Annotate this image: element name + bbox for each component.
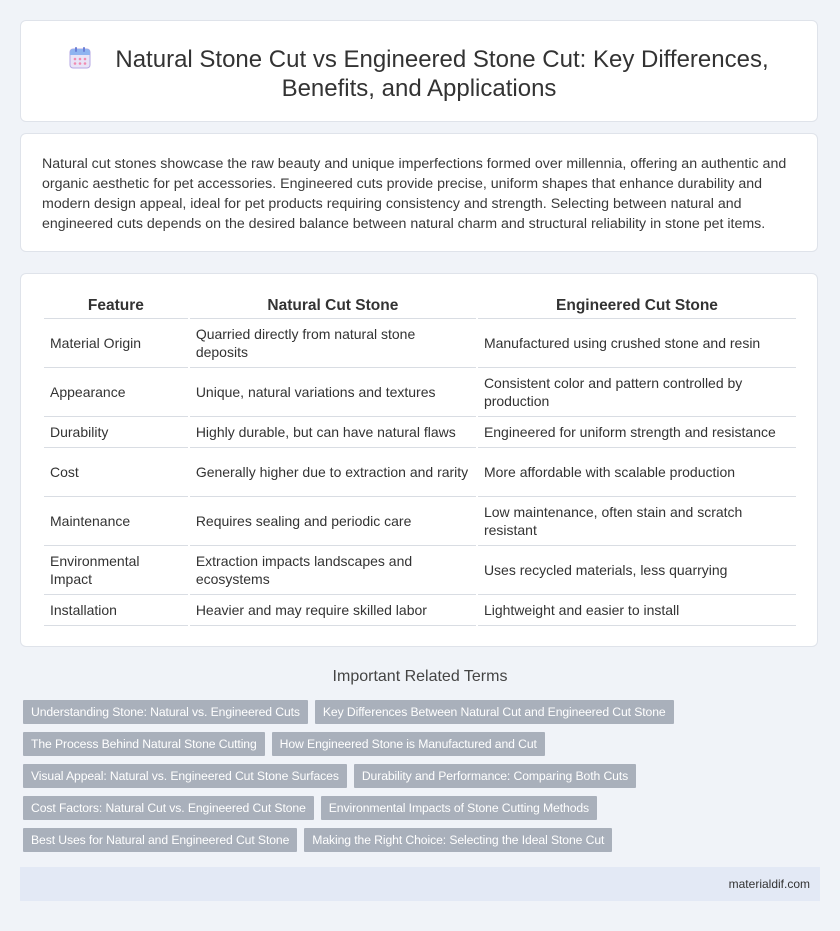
related-term-tag[interactable]: How Engineered Stone is Manufactured and Cut — [272, 732, 545, 756]
table-row — [44, 368, 796, 417]
engineered-cell: Low maintenance, often stain and scratch resistant — [478, 497, 796, 546]
feature-cell: Appearance — [44, 368, 188, 417]
title-line-1: Natural Stone Cut vs Engineered Stone Cut: Key Differences, — [115, 46, 769, 73]
calendar-icon — [69, 47, 91, 69]
header-engineered: Engineered Cut Stone — [478, 294, 796, 319]
engineered-cell: More affordable with scalable production — [478, 448, 796, 497]
natural-cell: Heavier and may require skilled labor — [190, 595, 476, 626]
title-card — [20, 20, 818, 122]
engineered-cell: Consistent color and pattern controlled by production — [478, 368, 796, 417]
natural-cell: Generally higher due to extraction and rarity — [190, 448, 476, 497]
natural-cell: Extraction impacts landscapes and ecosystems — [190, 546, 476, 595]
footer-bar — [20, 867, 820, 901]
feature-cell: Cost — [44, 448, 188, 497]
intro-paragraph: Natural cut stones showcase the raw beauty and unique imperfections formed over millennia, offering an authentic and organic aesthetic for pet accessories. Engineered cuts provide precise, uniform shapes that enhance durability and modern design appeal, ideal for pet products requiring consistency and strength. Selecting between natural and engineered cuts depends on the desired balance between natural charm and structural reliability in stone pet items. — [42, 156, 787, 232]
header-feature: Feature — [44, 294, 188, 319]
related-term-tag[interactable]: Environmental Impacts of Stone Cutting Methods — [321, 796, 597, 820]
engineered-cell: Uses recycled materials, less quarrying — [478, 546, 796, 595]
footer-site-link[interactable]: materialdif.com — [728, 877, 810, 891]
comparison-table — [42, 294, 798, 626]
natural-cell: Requires sealing and periodic care — [190, 497, 476, 546]
related-term-tag[interactable]: Understanding Stone: Natural vs. Engineered Cuts — [23, 700, 308, 724]
table-row — [44, 546, 796, 595]
related-term-tag[interactable]: Best Uses for Natural and Engineered Cut Stone — [23, 828, 297, 852]
page-title — [21, 45, 817, 103]
natural-cell: Highly durable, but can have natural flaws — [190, 417, 476, 448]
natural-cell: Quarried directly from natural stone deposits — [190, 319, 476, 368]
comparison-card — [20, 273, 818, 647]
engineered-cell: Lightweight and easier to install — [478, 595, 796, 626]
feature-cell: Material Origin — [44, 319, 188, 368]
table-row — [44, 417, 796, 448]
natural-cell: Unique, natural variations and textures — [190, 368, 476, 417]
intro-card — [20, 133, 818, 252]
table-row — [44, 319, 796, 368]
feature-cell: Durability — [44, 417, 188, 448]
header-natural: Natural Cut Stone — [190, 294, 476, 319]
table-row — [44, 448, 796, 497]
related-terms-list — [23, 700, 673, 860]
related-terms-title: Important Related Terms — [332, 668, 508, 685]
feature-cell: Installation — [44, 595, 188, 626]
related-term-tag[interactable]: Durability and Performance: Comparing Both Cuts — [354, 764, 636, 788]
related-term-tag[interactable]: Key Differences Between Natural Cut and Engineered Cut Stone — [315, 700, 674, 724]
engineered-cell: Engineered for uniform strength and resistance — [478, 417, 796, 448]
table-row — [44, 497, 796, 546]
related-term-tag[interactable]: The Process Behind Natural Stone Cutting — [23, 732, 265, 756]
related-term-tag[interactable]: Making the Right Choice: Selecting the Ideal Stone Cut — [304, 828, 612, 852]
title-line-2: Benefits, and Applications — [281, 75, 557, 102]
feature-cell: Maintenance — [44, 497, 188, 546]
engineered-cell: Manufactured using crushed stone and resin — [478, 319, 796, 368]
related-term-tag[interactable]: Visual Appeal: Natural vs. Engineered Cut Stone Surfaces — [23, 764, 347, 788]
table-row — [44, 595, 796, 626]
related-term-tag[interactable]: Cost Factors: Natural Cut vs. Engineered Cut Stone — [23, 796, 314, 820]
table-header-row — [44, 294, 796, 319]
feature-cell: Environmental Impact — [44, 546, 188, 595]
